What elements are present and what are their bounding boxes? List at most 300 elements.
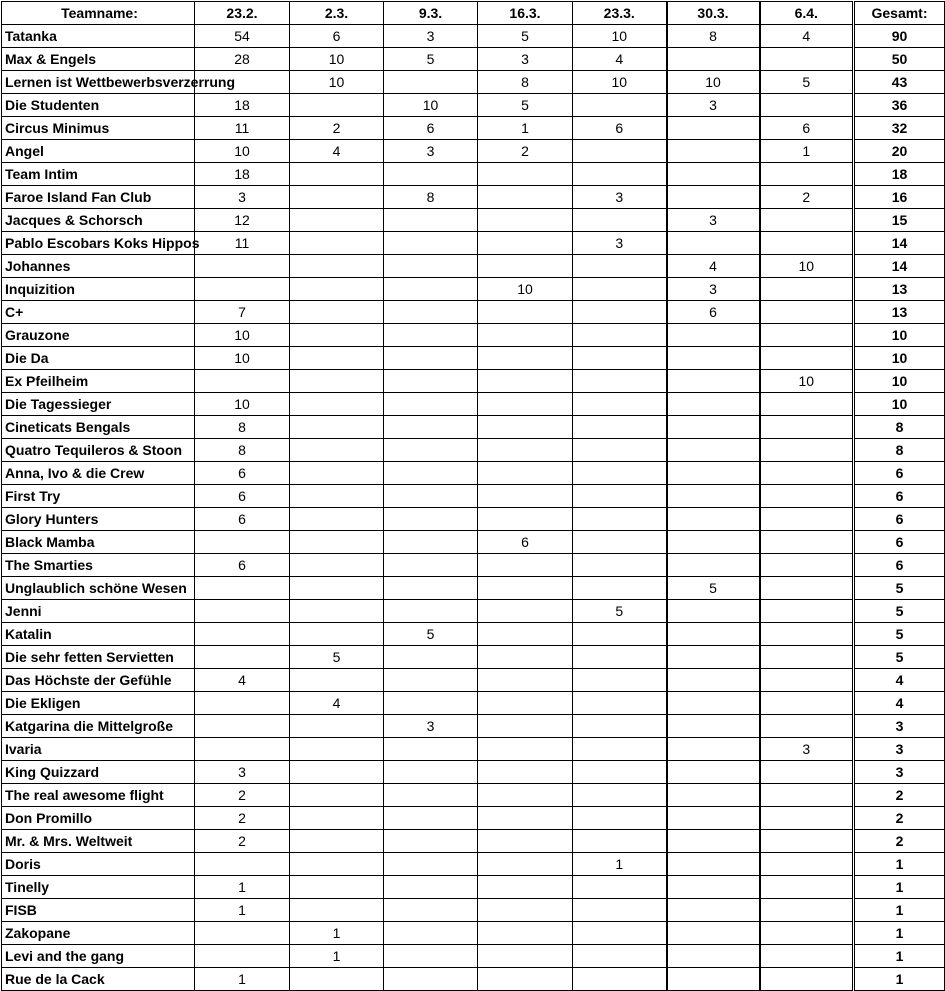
total-score: 4 — [854, 692, 945, 715]
score-30-3 — [667, 324, 760, 347]
score-16-3 — [478, 646, 573, 669]
score-6-4 — [760, 623, 854, 646]
score-9-3 — [384, 853, 478, 876]
table-row — [2, 186, 945, 209]
score-30-3 — [667, 485, 760, 508]
score-30-3 — [667, 531, 760, 554]
team-name: C+ — [2, 301, 195, 324]
score-6-4 — [760, 669, 854, 692]
score-16-3: 3 — [478, 48, 573, 71]
score-23-2: 11 — [195, 117, 290, 140]
table-row — [2, 738, 945, 761]
score-2-3 — [290, 186, 384, 209]
score-30-3: 8 — [667, 25, 760, 48]
score-6-4: 1 — [760, 140, 854, 163]
score-2-3: 4 — [290, 692, 384, 715]
score-2-3 — [290, 577, 384, 600]
score-2-3 — [290, 462, 384, 485]
score-30-3 — [667, 945, 760, 968]
score-6-4 — [760, 209, 854, 232]
table-row — [2, 531, 945, 554]
score-23-3 — [573, 692, 667, 715]
score-23-3 — [573, 278, 667, 301]
table-row — [2, 945, 945, 968]
total-score: 36 — [854, 94, 945, 117]
score-9-3 — [384, 508, 478, 531]
total-score: 43 — [854, 71, 945, 94]
team-name: Die Ekligen — [2, 692, 195, 715]
score-9-3: 8 — [384, 186, 478, 209]
team-name: Die Studenten — [2, 94, 195, 117]
table-row — [2, 324, 945, 347]
total-score: 10 — [854, 393, 945, 416]
score-23-3: 3 — [573, 232, 667, 255]
table-row — [2, 416, 945, 439]
score-16-3 — [478, 163, 573, 186]
team-name: Rue de la Cack — [2, 968, 195, 991]
team-name: Levi and the gang — [2, 945, 195, 968]
total-score: 1 — [854, 922, 945, 945]
score-23-2 — [195, 623, 290, 646]
score-9-3 — [384, 692, 478, 715]
score-23-3 — [573, 669, 667, 692]
score-2-3 — [290, 163, 384, 186]
score-23-2: 11 — [195, 232, 290, 255]
team-name: FISB — [2, 899, 195, 922]
score-9-3: 3 — [384, 715, 478, 738]
score-6-4 — [760, 416, 854, 439]
score-9-3 — [384, 922, 478, 945]
score-23-2 — [195, 370, 290, 393]
score-9-3 — [384, 324, 478, 347]
header-date-9-3: 9.3. — [384, 2, 478, 25]
score-23-3 — [573, 301, 667, 324]
score-23-3 — [573, 807, 667, 830]
score-16-3: 6 — [478, 531, 573, 554]
score-2-3 — [290, 738, 384, 761]
score-23-3 — [573, 922, 667, 945]
table-row — [2, 48, 945, 71]
score-16-3 — [478, 232, 573, 255]
team-name: Die Da — [2, 347, 195, 370]
score-6-4 — [760, 347, 854, 370]
header-date-23-2: 23.2. — [195, 2, 290, 25]
score-6-4 — [760, 807, 854, 830]
table-row — [2, 692, 945, 715]
score-2-3 — [290, 324, 384, 347]
score-23-2 — [195, 853, 290, 876]
table-row — [2, 715, 945, 738]
team-name: Das Höchste der Gefühle — [2, 669, 195, 692]
score-23-2: 7 — [195, 301, 290, 324]
score-2-3 — [290, 347, 384, 370]
team-name: Tatanka — [2, 25, 195, 48]
score-6-4 — [760, 577, 854, 600]
score-16-3 — [478, 324, 573, 347]
score-23-2: 10 — [195, 140, 290, 163]
score-23-3 — [573, 784, 667, 807]
score-30-3: 3 — [667, 209, 760, 232]
table-row — [2, 577, 945, 600]
score-9-3 — [384, 761, 478, 784]
score-23-2: 18 — [195, 94, 290, 117]
score-23-3 — [573, 830, 667, 853]
score-16-3 — [478, 255, 573, 278]
score-2-3 — [290, 416, 384, 439]
score-2-3 — [290, 784, 384, 807]
score-6-4 — [760, 922, 854, 945]
total-score: 6 — [854, 508, 945, 531]
score-23-2 — [195, 945, 290, 968]
score-23-2 — [195, 531, 290, 554]
total-score: 20 — [854, 140, 945, 163]
total-score: 1 — [854, 876, 945, 899]
score-16-3 — [478, 784, 573, 807]
score-23-3 — [573, 94, 667, 117]
score-9-3 — [384, 485, 478, 508]
table-row — [2, 830, 945, 853]
team-name: Katgarina die Mittelgroße — [2, 715, 195, 738]
total-score: 10 — [854, 370, 945, 393]
score-2-3 — [290, 255, 384, 278]
score-23-3 — [573, 416, 667, 439]
score-16-3 — [478, 209, 573, 232]
score-16-3 — [478, 370, 573, 393]
score-6-4: 5 — [760, 71, 854, 94]
score-6-4 — [760, 968, 854, 991]
score-23-2 — [195, 600, 290, 623]
score-16-3 — [478, 945, 573, 968]
score-9-3 — [384, 209, 478, 232]
score-2-3 — [290, 278, 384, 301]
score-30-3 — [667, 163, 760, 186]
table-row — [2, 140, 945, 163]
total-score: 15 — [854, 209, 945, 232]
total-score: 16 — [854, 186, 945, 209]
score-23-2: 2 — [195, 807, 290, 830]
table-row — [2, 462, 945, 485]
score-6-4 — [760, 945, 854, 968]
score-9-3 — [384, 738, 478, 761]
total-score: 3 — [854, 761, 945, 784]
score-23-3 — [573, 393, 667, 416]
score-30-3 — [667, 186, 760, 209]
score-16-3 — [478, 186, 573, 209]
table-row — [2, 209, 945, 232]
score-9-3 — [384, 968, 478, 991]
total-score: 6 — [854, 485, 945, 508]
score-30-3 — [667, 393, 760, 416]
score-23-2: 1 — [195, 899, 290, 922]
score-23-2 — [195, 255, 290, 278]
score-16-3 — [478, 508, 573, 531]
team-name: Grauzone — [2, 324, 195, 347]
score-23-3 — [573, 324, 667, 347]
score-23-3 — [573, 715, 667, 738]
score-2-3 — [290, 232, 384, 255]
score-2-3 — [290, 94, 384, 117]
score-9-3 — [384, 278, 478, 301]
team-name: Ivaria — [2, 738, 195, 761]
score-6-4 — [760, 899, 854, 922]
score-23-3: 3 — [573, 186, 667, 209]
score-23-3 — [573, 370, 667, 393]
table-row — [2, 278, 945, 301]
score-16-3 — [478, 830, 573, 853]
total-score: 14 — [854, 255, 945, 278]
score-23-2: 6 — [195, 508, 290, 531]
score-30-3 — [667, 968, 760, 991]
score-23-2 — [195, 278, 290, 301]
table-row — [2, 899, 945, 922]
header-row — [2, 2, 945, 25]
score-23-3 — [573, 876, 667, 899]
score-23-3 — [573, 255, 667, 278]
header-total: Gesamt: — [854, 2, 945, 25]
score-6-4: 10 — [760, 370, 854, 393]
score-30-3 — [667, 140, 760, 163]
score-23-2: 2 — [195, 830, 290, 853]
total-score: 6 — [854, 531, 945, 554]
team-name: Unglaublich schöne Wesen — [2, 577, 195, 600]
score-16-3 — [478, 922, 573, 945]
table-row — [2, 347, 945, 370]
score-6-4 — [760, 554, 854, 577]
total-score: 6 — [854, 554, 945, 577]
score-6-4 — [760, 278, 854, 301]
score-2-3 — [290, 370, 384, 393]
score-16-3 — [478, 554, 573, 577]
score-23-2: 10 — [195, 393, 290, 416]
team-name: Inquizition — [2, 278, 195, 301]
team-name: First Try — [2, 485, 195, 508]
total-score: 14 — [854, 232, 945, 255]
score-2-3: 2 — [290, 117, 384, 140]
team-name: Doris — [2, 853, 195, 876]
total-score: 1 — [854, 899, 945, 922]
score-16-3: 8 — [478, 71, 573, 94]
score-2-3: 10 — [290, 48, 384, 71]
score-23-2: 12 — [195, 209, 290, 232]
team-name: Angel — [2, 140, 195, 163]
score-16-3 — [478, 899, 573, 922]
table-body — [2, 25, 945, 991]
score-6-4 — [760, 853, 854, 876]
header-date-23-3: 23.3. — [573, 2, 667, 25]
score-23-2: 1 — [195, 876, 290, 899]
score-30-3 — [667, 554, 760, 577]
score-30-3: 10 — [667, 71, 760, 94]
total-score: 3 — [854, 715, 945, 738]
score-16-3 — [478, 485, 573, 508]
score-2-3 — [290, 209, 384, 232]
score-23-2: 8 — [195, 416, 290, 439]
total-score: 5 — [854, 646, 945, 669]
score-16-3 — [478, 968, 573, 991]
team-name: Jenni — [2, 600, 195, 623]
score-6-4 — [760, 692, 854, 715]
score-23-2: 10 — [195, 347, 290, 370]
score-23-3: 5 — [573, 600, 667, 623]
score-30-3 — [667, 117, 760, 140]
table-row — [2, 761, 945, 784]
total-score: 5 — [854, 623, 945, 646]
score-23-3 — [573, 554, 667, 577]
score-2-3 — [290, 876, 384, 899]
score-23-3 — [573, 899, 667, 922]
score-2-3 — [290, 761, 384, 784]
table-row — [2, 508, 945, 531]
score-23-2: 54 — [195, 25, 290, 48]
score-2-3 — [290, 554, 384, 577]
score-30-3 — [667, 830, 760, 853]
total-score: 10 — [854, 347, 945, 370]
score-30-3 — [667, 347, 760, 370]
score-6-4 — [760, 761, 854, 784]
score-6-4: 3 — [760, 738, 854, 761]
score-23-3: 1 — [573, 853, 667, 876]
score-6-4 — [760, 646, 854, 669]
team-name: Black Mamba — [2, 531, 195, 554]
score-6-4 — [760, 876, 854, 899]
team-name: King Quizzard — [2, 761, 195, 784]
score-16-3 — [478, 761, 573, 784]
score-16-3 — [478, 807, 573, 830]
score-30-3: 6 — [667, 301, 760, 324]
header-date-16-3: 16.3. — [478, 2, 573, 25]
score-9-3 — [384, 646, 478, 669]
table-row — [2, 439, 945, 462]
score-30-3: 3 — [667, 94, 760, 117]
score-6-4 — [760, 715, 854, 738]
score-2-3: 4 — [290, 140, 384, 163]
score-30-3 — [667, 669, 760, 692]
score-23-3 — [573, 968, 667, 991]
score-30-3: 5 — [667, 577, 760, 600]
score-6-4 — [760, 94, 854, 117]
score-6-4 — [760, 784, 854, 807]
score-9-3 — [384, 301, 478, 324]
score-6-4 — [760, 462, 854, 485]
team-name: Faroe Island Fan Club — [2, 186, 195, 209]
score-9-3: 5 — [384, 48, 478, 71]
score-23-2: 28 — [195, 48, 290, 71]
score-30-3 — [667, 48, 760, 71]
total-score: 32 — [854, 117, 945, 140]
total-score: 8 — [854, 416, 945, 439]
score-23-3 — [573, 140, 667, 163]
score-2-3: 1 — [290, 922, 384, 945]
score-30-3 — [667, 922, 760, 945]
score-23-3: 4 — [573, 48, 667, 71]
score-6-4: 2 — [760, 186, 854, 209]
team-name: Die sehr fetten Servietten — [2, 646, 195, 669]
total-score: 2 — [854, 784, 945, 807]
score-2-3 — [290, 853, 384, 876]
score-16-3: 5 — [478, 25, 573, 48]
team-name: Mr. & Mrs. Weltweit — [2, 830, 195, 853]
table-row — [2, 669, 945, 692]
table-row — [2, 393, 945, 416]
score-16-3 — [478, 600, 573, 623]
table-row — [2, 807, 945, 830]
score-16-3 — [478, 853, 573, 876]
header-teamname: Teamname: — [2, 2, 195, 25]
score-23-3 — [573, 209, 667, 232]
total-score: 13 — [854, 278, 945, 301]
score-23-2: 2 — [195, 784, 290, 807]
team-name: Don Promillo — [2, 807, 195, 830]
score-23-2: 4 — [195, 669, 290, 692]
score-6-4 — [760, 439, 854, 462]
score-9-3 — [384, 462, 478, 485]
table-row — [2, 255, 945, 278]
score-23-2 — [195, 646, 290, 669]
score-9-3: 3 — [384, 25, 478, 48]
score-16-3: 1 — [478, 117, 573, 140]
score-16-3 — [478, 301, 573, 324]
score-16-3: 5 — [478, 94, 573, 117]
score-23-3 — [573, 945, 667, 968]
score-2-3 — [290, 669, 384, 692]
team-name: The real awesome flight — [2, 784, 195, 807]
team-name: Johannes — [2, 255, 195, 278]
table-row — [2, 922, 945, 945]
team-name: Zakopane — [2, 922, 195, 945]
table-row — [2, 370, 945, 393]
score-16-3 — [478, 393, 573, 416]
score-30-3 — [667, 439, 760, 462]
score-30-3 — [667, 508, 760, 531]
score-30-3 — [667, 807, 760, 830]
score-23-3: 10 — [573, 71, 667, 94]
score-30-3: 3 — [667, 278, 760, 301]
score-23-3 — [573, 439, 667, 462]
score-9-3 — [384, 393, 478, 416]
team-name: Jacques & Schorsch — [2, 209, 195, 232]
score-9-3 — [384, 669, 478, 692]
team-name: Ex Pfeilheim — [2, 370, 195, 393]
table-row — [2, 117, 945, 140]
score-9-3 — [384, 416, 478, 439]
score-23-2: 3 — [195, 186, 290, 209]
table-row — [2, 71, 945, 94]
header-date-30-3: 30.3. — [667, 2, 760, 25]
score-23-2 — [195, 922, 290, 945]
score-30-3: 4 — [667, 255, 760, 278]
score-6-4 — [760, 163, 854, 186]
score-30-3 — [667, 623, 760, 646]
score-2-3 — [290, 508, 384, 531]
score-9-3 — [384, 347, 478, 370]
score-2-3 — [290, 301, 384, 324]
total-score: 8 — [854, 439, 945, 462]
score-30-3 — [667, 232, 760, 255]
table-row — [2, 784, 945, 807]
total-score: 10 — [854, 324, 945, 347]
score-23-3 — [573, 163, 667, 186]
score-30-3 — [667, 715, 760, 738]
score-6-4 — [760, 485, 854, 508]
score-9-3 — [384, 554, 478, 577]
score-23-2 — [195, 715, 290, 738]
score-9-3 — [384, 830, 478, 853]
score-2-3 — [290, 715, 384, 738]
score-6-4: 4 — [760, 25, 854, 48]
table-row — [2, 301, 945, 324]
table-row — [2, 94, 945, 117]
score-23-3 — [573, 531, 667, 554]
